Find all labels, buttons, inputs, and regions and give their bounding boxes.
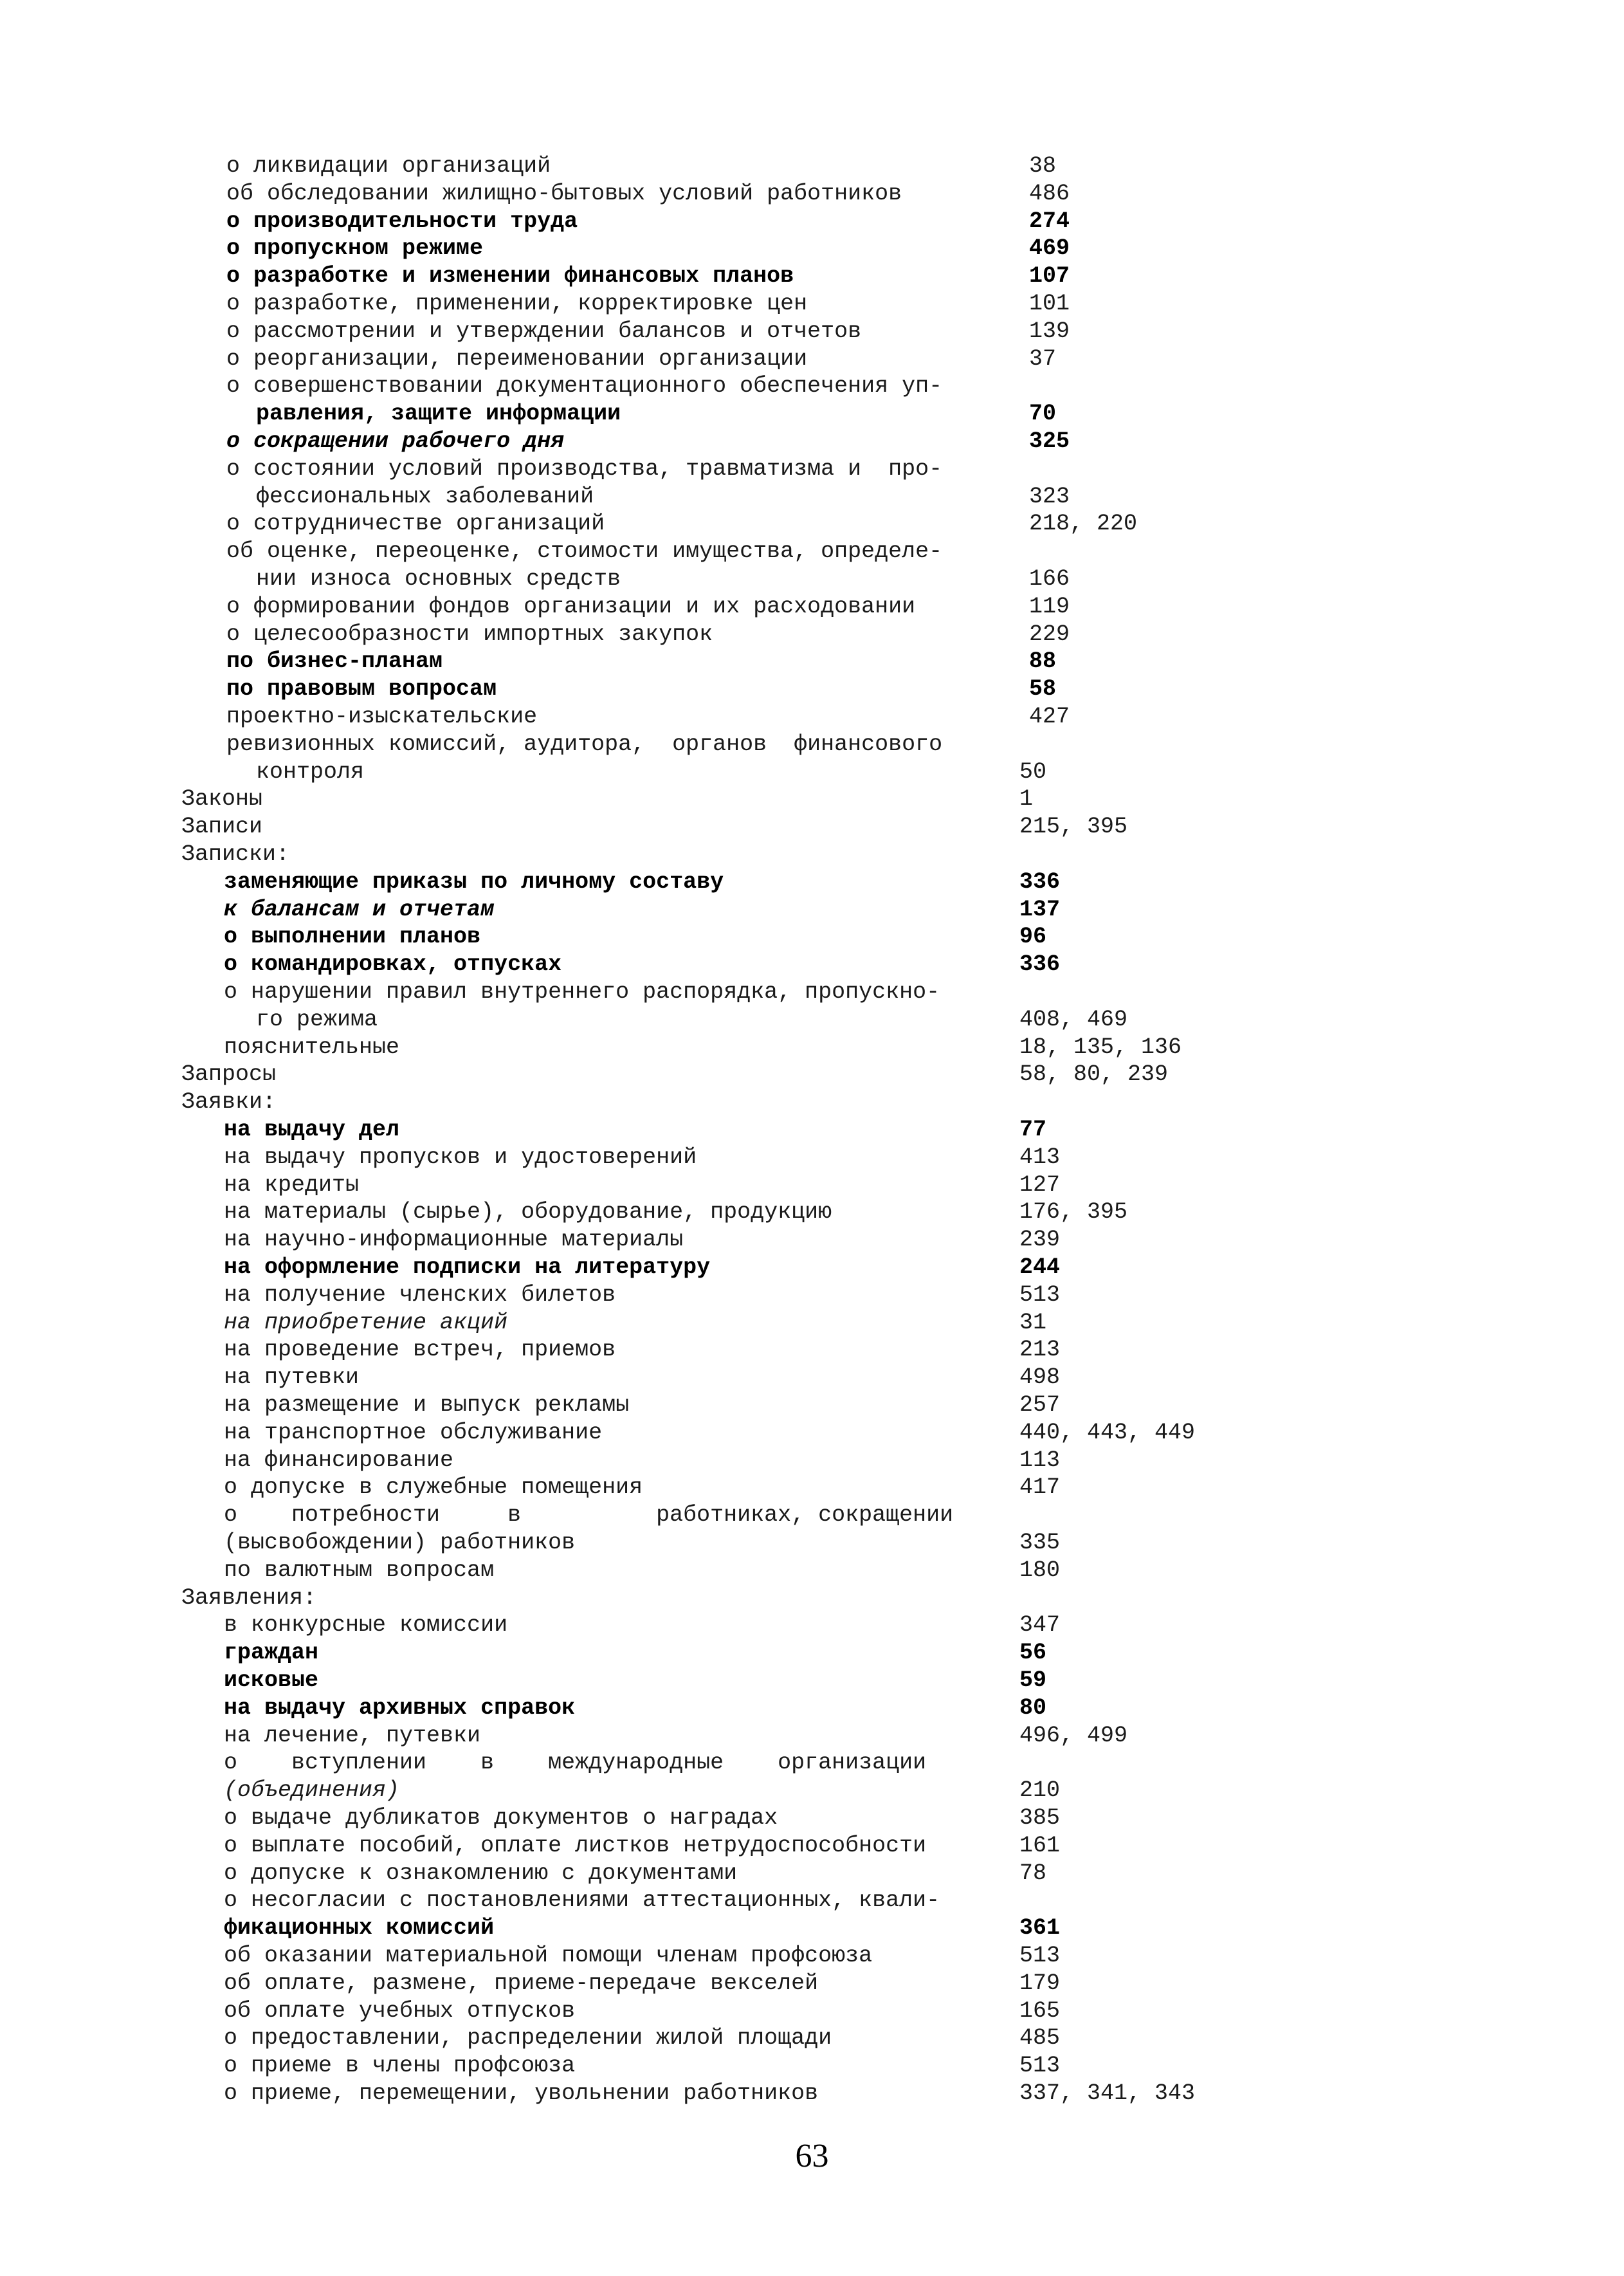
entry-text: го режима [256,1006,378,1032]
page-number: 63 [795,2138,829,2174]
entry-text: по валютным вопросам [224,1557,495,1583]
index-entry [0,1722,1624,1749]
index-entry [0,978,1624,1005]
entry-text: о выполнении планов [224,924,481,950]
index-entry [0,1639,1624,1666]
entry-text: на выдачу дел [224,1117,400,1143]
entry-pages: 486 [1029,180,1070,206]
entry-text: о нарушении правил внутреннего распорядка, пропускно- [224,979,940,1005]
entry-pages: 210 [1019,1777,1061,1804]
index-entry [0,1942,1624,1969]
entry-text: пояснительные [224,1034,400,1060]
entry-text: о командировках, отпусках [224,951,562,978]
entry-pages: 70 [1029,401,1057,427]
entry-text: (высвобождении) работников [224,1530,576,1556]
index-entry [0,180,1624,207]
entry-pages: 78 [1019,1860,1047,1886]
entry-text: о состоянии условий производства, травматизма и про- [226,455,943,482]
entry-text: на получение членских билетов [224,1281,616,1308]
index-entry [0,483,1624,510]
index-entry [0,372,1624,399]
entry-text: о допуске к ознакомлению с документами [224,1860,738,1886]
index-entry [0,152,1624,179]
entry-text: граждан [224,1640,319,1666]
entry-text: фессиональных заболеваний [256,483,594,509]
entry-pages: 37 [1029,345,1057,372]
entry-pages: 336 [1019,868,1061,895]
entry-text: на размещение и выпуск рекламы [224,1392,630,1418]
index-entry [0,565,1624,592]
entry-text: о ликвидации организаций [226,153,551,179]
index-entry [0,1501,1624,1528]
entry-pages: 257 [1019,1392,1061,1418]
entry-text: контроля [256,758,365,785]
entry-text: (объединения) [224,1777,400,1804]
index-entry [0,1061,1624,1088]
index-entry [0,510,1624,537]
entry-text: на оформление подписки на литературу [224,1254,711,1280]
entry-text: о приеме, перемещении, увольнении работников [224,2080,819,2106]
index-entry [0,2052,1624,2079]
entry-text: об оплате учебных отпусков [224,1997,576,2024]
index-entry [0,648,1624,675]
entry-text: Записки: [181,841,290,867]
entry-pages: 496, 499 [1019,1722,1128,1748]
index-entry [0,1281,1624,1308]
entry-pages: 58, 80, 239 [1019,1061,1169,1088]
entry-text: заменяющие приказы по личному составу [224,868,724,895]
entry-text: по правовым вопросам [226,676,497,702]
index-entry [0,1226,1624,1253]
entry-pages: 166 [1029,566,1070,592]
entry-text: Законы [181,786,263,812]
entry-text: проектно-изыскательские [226,704,538,730]
entry-text: на проведение встреч, приемов [224,1337,616,1363]
entry-text: к балансам и отчетам [224,896,495,922]
index-entry [0,538,1624,565]
index-entry [0,813,1624,840]
entry-text: на материалы (сырье), оборудование, продукцию [224,1199,832,1225]
entry-pages: 325 [1029,428,1070,454]
entry-pages: 107 [1029,263,1070,289]
index-entry [0,1694,1624,1721]
index-entry [0,1997,1624,2024]
entry-text: на приобретение акций [224,1309,508,1335]
entry-pages: 215, 395 [1019,814,1128,840]
index-entry [0,2024,1624,2051]
entry-pages: 413 [1019,1144,1061,1170]
entry-text: о реорганизации, переименовании организации [226,345,808,372]
index-entry [0,1749,1624,1776]
index-entry [0,1804,1624,1831]
entry-text: равления, защите информации [256,401,621,427]
entry-text: о пропускном режиме [226,235,484,262]
entry-pages: 440, 443, 449 [1019,1419,1196,1445]
entry-pages: 469 [1029,235,1070,262]
entry-text: о рассмотрении и утверждении балансов и отчетов [226,318,862,344]
index-entry [0,703,1624,730]
entry-text: на научно-информационные материалы [224,1227,684,1253]
index-entry [0,1447,1624,1474]
entry-pages: 213 [1019,1337,1061,1363]
entry-pages: 323 [1029,483,1070,509]
index-entry [0,593,1624,620]
index-entry [0,1914,1624,1941]
index-entry [0,951,1624,978]
index-entry [0,1529,1624,1556]
entry-pages: 229 [1029,621,1070,647]
entry-pages: 513 [1019,1281,1061,1308]
index-entry [0,455,1624,482]
entry-pages: 336 [1019,951,1061,978]
entry-text: на транспортное обслуживание [224,1419,603,1445]
entry-pages: 56 [1019,1640,1047,1666]
entry-text: на выдачу архивных справок [224,1694,576,1721]
entry-pages: 361 [1019,1915,1061,1941]
entry-pages: 139 [1029,318,1070,344]
index-entry [0,318,1624,345]
entry-text: о целесообразности импортных закупок [226,621,713,647]
entry-text: о допуске в служебные помещения [224,1474,643,1501]
entry-text: о предоставлении, распределении жилой площади [224,2025,832,2051]
entry-pages: 161 [1019,1832,1061,1858]
index-entry [0,1777,1624,1804]
entry-text: на выдачу пропусков и удостоверений [224,1144,697,1170]
entry-pages: 347 [1019,1612,1061,1638]
entry-text: об обследовании жилищно-бытовых условий работников [226,180,902,206]
entry-pages: 417 [1019,1474,1061,1501]
entry-text: о вступлении в международные организации [224,1750,927,1776]
entry-text: о производительности труда [226,208,578,234]
entry-pages: 180 [1019,1557,1061,1583]
entry-text: по бизнес-планам [226,648,443,675]
index-entry [0,923,1624,950]
entry-pages: 59 [1019,1667,1047,1693]
index-entry [0,1611,1624,1638]
index-entry [0,1474,1624,1501]
entry-text: на лечение, путевки [224,1722,481,1748]
entry-text: об оплате, размене, приеме-передаче векселей [224,1970,819,1996]
index-entry [0,841,1624,868]
entry-pages: 239 [1019,1227,1061,1253]
index-entry [0,400,1624,427]
entry-text: нии износа основных средств [256,566,621,592]
index-entry [0,1391,1624,1418]
index-entry [0,785,1624,812]
entry-text: Заявления: [181,1584,317,1611]
entry-text: Запросы [181,1061,277,1088]
entry-pages: 165 [1019,1997,1061,2024]
index-entry [0,1419,1624,1446]
entry-text: на путевки [224,1364,360,1391]
entry-text: о формировании фондов организации и их расходовании [226,593,916,619]
entry-text: на финансирование [224,1447,454,1473]
entry-pages: 58 [1029,676,1057,702]
entry-pages: 274 [1029,208,1070,234]
entry-text: о сокращении рабочего дня [226,428,565,454]
entry-pages: 179 [1019,1970,1061,1996]
entry-pages: 498 [1019,1364,1061,1391]
entry-text: о совершенствовании документационного обеспечения уп- [226,373,943,399]
index-entry [0,290,1624,317]
index-entry [0,1006,1624,1033]
index-entry [0,1034,1624,1061]
index-entry [0,1970,1624,1997]
index-entry [0,1364,1624,1391]
entry-text: о несогласии с постановлениями аттестационных, квали- [224,1887,940,1914]
entry-pages: 244 [1019,1254,1061,1280]
index-entry [0,1088,1624,1115]
entry-text: о приеме в члены профсоюза [224,2053,576,2079]
entry-pages: 119 [1029,593,1070,619]
index-entry [0,1584,1624,1611]
index-entry [0,758,1624,785]
entry-pages: 137 [1019,896,1061,922]
index-entry [0,621,1624,648]
entry-text: исковые [224,1667,319,1693]
entry-text: об оценке, переоценке, стоимости имущества, определе- [226,538,943,565]
entry-pages: 88 [1029,648,1057,675]
entry-text: Заявки: [181,1089,277,1115]
entry-pages: 77 [1019,1117,1047,1143]
index-entry [0,1667,1624,1694]
index-entry [0,896,1624,923]
entry-pages: 485 [1019,2025,1061,2051]
entry-text: о выдаче дубликатов документов о наградах [224,1805,778,1831]
entry-pages: 113 [1019,1447,1061,1473]
entry-text: в конкурсные комиссии [224,1612,508,1638]
index-entry [0,428,1624,455]
entry-text: о разработке и изменении финансовых планов [226,263,794,289]
index-entry [0,1198,1624,1225]
index-entry [0,731,1624,758]
entry-text: ревизионных комиссий, аудитора, органов финансового [226,731,943,757]
index-entry [0,345,1624,372]
index-entry [0,1254,1624,1281]
entry-text: Записи [181,814,263,840]
entry-pages: 96 [1019,924,1047,950]
index-entry [0,1887,1624,1914]
index-entry [0,1171,1624,1198]
index-entry [0,675,1624,702]
index-entry [0,1336,1624,1363]
entry-pages: 337, 341, 343 [1019,2080,1196,2106]
entry-text: о потребности в работниках, сокращении [224,1502,954,1528]
entry-pages: 50 [1019,758,1047,785]
index-entry [0,1557,1624,1584]
entry-text: о сотрудничестве организаций [226,511,605,537]
entry-text: на кредиты [224,1171,360,1198]
entry-text: об оказании материальной помощи членам профсоюза [224,1943,873,1969]
entry-text: фикационных комиссий [224,1915,495,1941]
entry-pages: 31 [1019,1309,1047,1335]
index-entry [0,2080,1624,2107]
entry-pages: 176, 395 [1019,1199,1128,1225]
entry-pages: 1 [1019,786,1034,812]
entry-pages: 513 [1019,1943,1061,1969]
entry-pages: 101 [1029,291,1070,317]
index-entry [0,1116,1624,1143]
index-entry [0,1860,1624,1887]
entry-pages: 427 [1029,704,1070,730]
entry-pages: 38 [1029,153,1057,179]
index-entry [0,262,1624,289]
index-entry [0,868,1624,895]
index-entry [0,1144,1624,1171]
entry-pages: 335 [1019,1530,1061,1556]
entry-pages: 80 [1019,1694,1047,1721]
index-entry [0,235,1624,262]
entry-pages: 385 [1019,1805,1061,1831]
entry-pages: 513 [1019,2053,1061,2079]
entry-pages: 127 [1019,1171,1061,1198]
entry-text: о разработке, применении, корректировке цен [226,291,808,317]
entry-pages: 18, 135, 136 [1019,1034,1182,1060]
index-entry [0,1832,1624,1859]
index-entry [0,1309,1624,1336]
entry-pages: 408, 469 [1019,1006,1128,1032]
entry-text: о выплате пособий, оплате листков нетрудоспособности [224,1832,927,1858]
index-entry [0,208,1624,235]
entry-pages: 218, 220 [1029,511,1138,537]
